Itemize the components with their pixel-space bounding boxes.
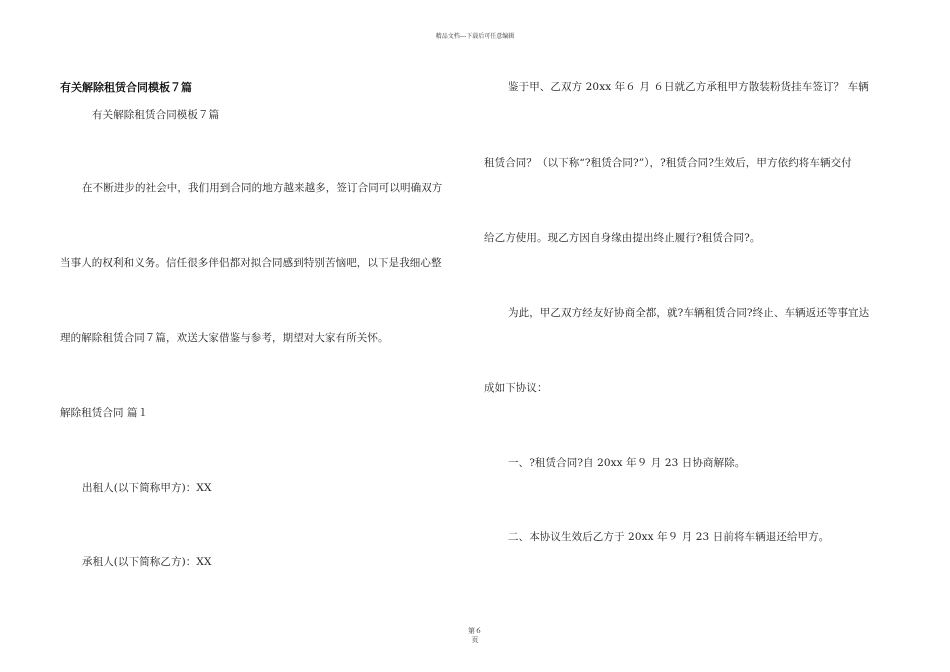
recital-paragraph-line-3: 给乙方使用。现乙方因自身缘由提出终止履行?租赁合同?。 bbox=[484, 232, 761, 244]
intro-paragraph-line-3: 理的解除租赁合同７篇，欢送大家借鉴与参考，期望对大家有所关怀。 bbox=[60, 332, 389, 344]
intro-paragraph-line-1: 在不断进步的社会中，我们用到合同的地方越来越多，签订合同可以明确双方 bbox=[82, 182, 443, 194]
recital-paragraph-line-1: 鉴于甲、乙双方 20xx 年６ 月 ６日就乙方承租甲方散装粉货挂车签订？ 车辆 bbox=[508, 81, 869, 93]
agreement-paragraph-line-2: 成如下协议： bbox=[484, 382, 548, 394]
recital-paragraph-line-2: 租赁合同？（以下称“?租赁合同?”），?租赁合同?生效后，甲方依约将车辆交付 bbox=[484, 157, 852, 169]
section-heading: 解除租赁合同 篇１ bbox=[60, 407, 149, 419]
lessee-line: 承租人(以下简称乙方)：XX bbox=[82, 556, 212, 568]
page-number bbox=[460, 627, 490, 645]
intro-paragraph-line-2: 当事人的权利和义务。信任很多伴侣都对拟合同感到特别苦恼吧，以下是我细心整 bbox=[60, 257, 442, 269]
lessor-line: 出租人(以下简称甲方)：XX bbox=[82, 482, 212, 494]
page-number-line-2: 页 bbox=[471, 636, 479, 644]
document-title: 有关解除租赁合同模板７篇 bbox=[60, 81, 192, 94]
clause-1: 一、?租赁合同?自 20xx 年９ 月 23 日协商解除。 bbox=[508, 457, 746, 469]
page-number-line-1: 第６ bbox=[468, 627, 482, 635]
page-header-note: 精品文档---下载后可任意编辑 bbox=[435, 33, 515, 40]
agreement-paragraph-line-1: 为此，甲乙双方经友好协商全都，就?车辆租赁合同?终止、车辆返还等事宜达 bbox=[508, 307, 870, 319]
clause-2: 二、本协议生效后乙方于 20xx 年９ 月 23 日前将车辆退还给甲方。 bbox=[508, 531, 830, 543]
document-subtitle: 有关解除租赁合同模板７篇 bbox=[92, 109, 220, 121]
